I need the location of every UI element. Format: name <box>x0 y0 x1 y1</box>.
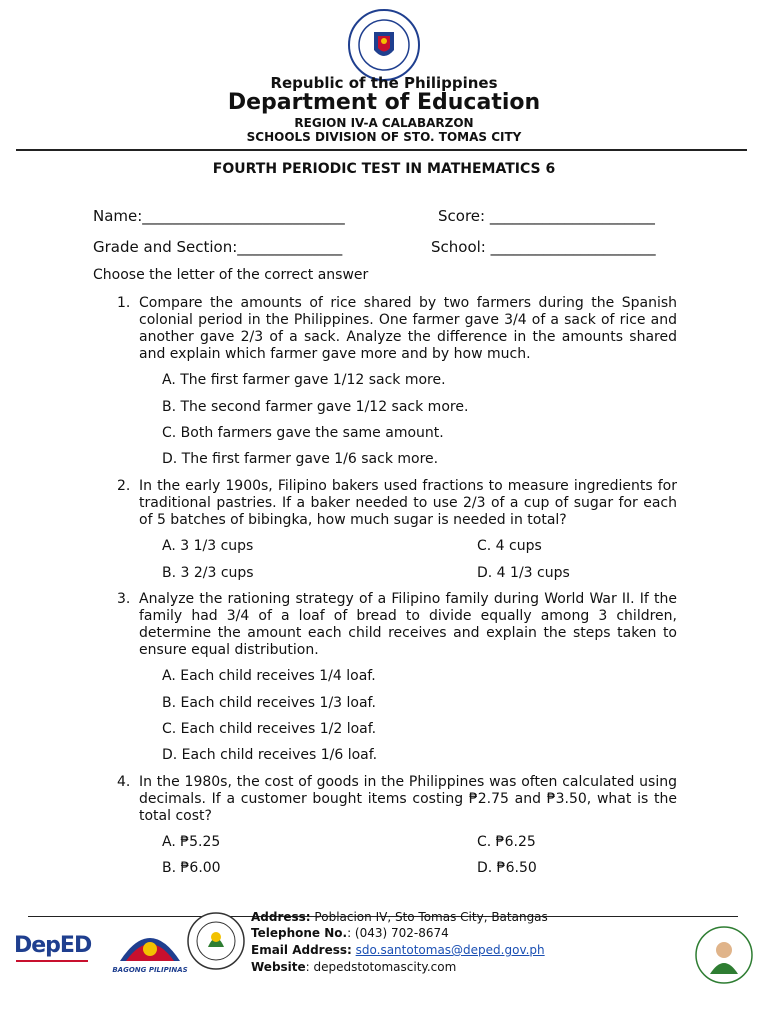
option-c[interactable]: C. ₱6.25 <box>477 834 536 850</box>
option-d[interactable]: D. The first farmer gave 1/6 sack more. <box>162 451 439 467</box>
score-field[interactable]: Score: ______________________ <box>438 207 655 225</box>
name-field[interactable]: Name:___________________________ <box>93 207 345 225</box>
deped-seal-logo <box>347 8 421 82</box>
republic-heading: Republic of the Philippines <box>270 74 498 92</box>
bagong-pilipinas-logo <box>116 921 184 967</box>
test-title: FOURTH PERIODIC TEST IN MATHEMATICS 6 <box>212 161 556 177</box>
option-b[interactable]: B. The second farmer gave 1/12 sack more. <box>162 399 469 415</box>
deped-logo <box>14 933 91 958</box>
question-stem: In the early 1900s, Filipino bakers used fractions to measure ingredients for traditional pastries. If a baker needed to use 2/3 of a cup of sugar for each of 5 batches of bibingka, how much sugar is needed in total? <box>139 478 677 528</box>
question-number: 3. <box>117 591 131 607</box>
option-b[interactable]: B. 3 2/3 cups <box>162 565 254 581</box>
footer-website: Website: depedstotomascity.com <box>251 960 457 974</box>
header-divider <box>16 149 747 151</box>
option-d[interactable]: D. Each child receives 1/6 loaf. <box>162 747 378 763</box>
sdo-seal-icon <box>186 911 246 971</box>
question-number: 4. <box>117 774 131 790</box>
option-a[interactable]: A. ₱5.25 <box>162 834 221 850</box>
grade-section-field[interactable]: Grade and Section:______________ <box>93 238 343 256</box>
question-4 <box>117 774 677 825</box>
email-link[interactable]: sdo.santotomas@deped.gov.ph <box>355 943 545 957</box>
question-number: 1. <box>117 295 131 311</box>
option-a[interactable]: A. 3 1/3 cups <box>162 538 254 554</box>
tomasino-ako-logo <box>694 922 754 988</box>
footer-email: Email Address: sdo.santotomas@deped.gov.ph <box>251 943 545 957</box>
question-stem: Compare the amounts of rice shared by two farmers during the Spanish colonial period in the Philippines. One farmer gave 3/4 of a sack of rice and another gave 2/3 of a sack. Analyze the difference in the amounts shared and explain which farmer gave more and by how much. <box>139 295 677 362</box>
option-a[interactable]: A. The first farmer gave 1/12 sack more. <box>162 372 446 388</box>
region-heading: REGION IV-A CALABARZON <box>294 116 474 130</box>
school-field[interactable]: School: ______________________ <box>431 238 656 256</box>
option-b[interactable]: B. Each child receives 1/3 loaf. <box>162 695 376 711</box>
footer-address: Address: Poblacion IV, Sto Tomas City, Batangas <box>251 910 548 924</box>
instructions: Choose the letter of the correct answer <box>93 267 369 283</box>
deped-logo-underline <box>16 960 88 962</box>
deped-logo-text: DepED <box>14 933 92 958</box>
division-heading: SCHOOLS DIVISION OF STO. TOMAS CITY <box>246 130 522 144</box>
option-d[interactable]: D. ₱6.50 <box>477 860 537 876</box>
option-a[interactable]: A. Each child receives 1/4 loaf. <box>162 668 376 684</box>
question-3 <box>117 591 677 659</box>
bagong-pilipinas-label: BAGONG PILIPINAS <box>112 966 188 974</box>
option-c[interactable]: C. Each child receives 1/2 loaf. <box>162 721 377 737</box>
question-1 <box>117 295 677 363</box>
question-number: 2. <box>117 478 131 494</box>
question-2 <box>117 478 677 529</box>
option-c[interactable]: C. 4 cups <box>477 538 542 554</box>
footer-telephone: Telephone No.: (043) 702-8674 <box>251 926 449 940</box>
question-stem: In the 1980s, the cost of goods in the Philippines was often calculated using decimals. If a customer bought items costing ₱2.75 and ₱3.50, what is the total cost? <box>139 774 677 824</box>
option-c[interactable]: C. Both farmers gave the same amount. <box>162 425 444 441</box>
option-b[interactable]: B. ₱6.00 <box>162 860 221 876</box>
question-stem: Analyze the rationing strategy of a Filipino family during World War II. If the family had 3/4 of a loaf of bread to divide equally among 3 children, determine the amount each child receives and explain the steps taken to ensure equal distribution. <box>139 591 677 658</box>
department-heading: Department of Education <box>227 90 541 115</box>
option-d[interactable]: D. 4 1/3 cups <box>477 565 570 581</box>
